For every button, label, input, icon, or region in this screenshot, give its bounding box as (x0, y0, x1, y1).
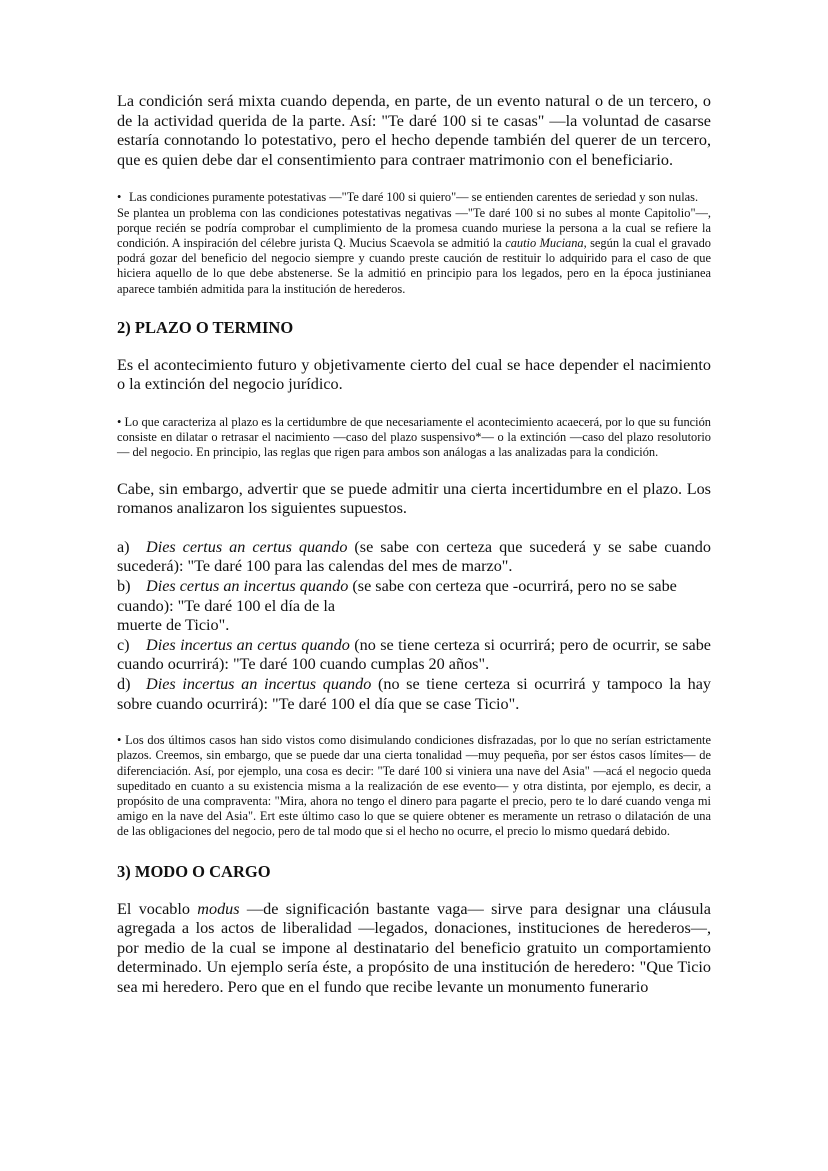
paragraph-condicion-mixta: La condición será mixta cuando dependa, en parte, de un evento natural o de un tercero, o de la actividad querida de la parte. Así: "Te daré 100 si te casas" —la voluntad de casarse estaría connotando lo potestativo, pero el hecho depende también del querer de un tercero, que es quien debe dar el consentimiento para contraer matrimonio con el beneficiario. (117, 92, 711, 169)
list-letter: a) (117, 537, 130, 556)
list-letter: d) (117, 674, 131, 693)
paragraph-text: El vocablo (117, 899, 198, 918)
heading-modo: 3) MODO O CARGO (117, 861, 271, 881)
document-page (117, 92, 711, 998)
note-paragraph (117, 206, 711, 297)
latin-term: Dies incertus an certus quando (146, 635, 350, 654)
list-item (117, 675, 711, 714)
list-text: (no se tiene certeza si ocurrirá y tampoco la hay sobre cuando ocurrirá): "Te daré 100 el día que se case Ticio". (117, 674, 711, 713)
note-text: Las condiciones puramente potestativas —"Te daré 100 si quiero"— se entienden carentes de seriedad y son nulas. (129, 190, 699, 205)
list-item (117, 538, 711, 577)
list-text: (se sabe con certeza que -ocurrirá, pero no se sabe cuando): "Te daré 100 el día de la (117, 576, 677, 615)
list-text: (se sabe con certeza que sucederá y se sabe cuando sucederá): "Te daré 100 para las calendas del mes de marzo". (117, 537, 711, 576)
note-emphasis: cautio Muciana, (505, 235, 587, 250)
list-text: (no se tiene certeza si ocurrirá; pero de ocurrir, se sabe cuando ocurrirá): "Te daré 100 cuando cumplas 20 años". (117, 635, 711, 674)
note-text: según la cual el gravado podrá gozar del beneficio del negocio siempre y cuando preste caución de restituir lo adquirido para el caso de que hiciera aquello de lo que debe abstenerse. Se la admitió en principio para los legados, pero en la época justinianea aparece también admitida para la institución de herederos. (117, 235, 712, 296)
note-casos-limites: • Los dos últimos casos han sido vistos como disimulando condiciones disfrazadas, por lo que no serían estrictamente plazos. Creemos, sin embargo, que se puede dar una cierta tonalidad —muy pequeña, por ser éstos casos límites— de diferenciación. Así, por ejemplo, una cosa es decir: "Te daré 100 si viniera una nave del Asia" —acá el negocio queda supeditado en cuanto a su existencia misma a la realización de ese evento— y otra distinta, por ejemplo, es decir, a propósito de una compraventa: "Mira, ahora no tengo el dinero para pagarte el precio, pero te lo daré cuando venga mi amigo en la nave del Asia". Ert este último caso lo que se quiere obtener es meramente un retraso o dilatación de una de las obligaciones del negocio, pero de tal modo que si el hecho no ocurre, el precio lo mismo quedará debido. (117, 733, 711, 839)
latin-term: Dies certus an incertus quando (146, 576, 349, 595)
paragraph-modo (117, 900, 711, 998)
note-plazo: • Lo que caracteriza al plazo es la certidumbre de que necesariamente el acontecimiento acaecerá, por lo que su función consiste en dilatar o retrasar el nacimiento —caso del plazo suspensivo*— o la extinción —caso del plazo resolutorio— del negocio. En principio, las reglas que rigen para ambos son análogas a las analizadas para la condición. (117, 414, 711, 460)
latin-term: modus (197, 899, 240, 918)
heading-plazo: 2) PLAZO O TERMINO (117, 317, 294, 337)
supuestos-list (117, 538, 711, 714)
paragraph-incertidumbre: Cabe, sin embargo, advertir que se puede admitir una cierta incertidumbre en el plazo. Los romanos analizaron los siguientes supuestos. (117, 479, 711, 518)
list-item (117, 577, 711, 616)
latin-term: Dies incertus an incertus quando (146, 674, 372, 693)
note-text: Se plantea un problema con las condiciones potestativas negativas —"Te daré 100 si no subes al monte Capitolio"—, porque recién se podría comprobar el cumplimiento de la promesa cuando muriese la persona a la cual se refiere la condición. A inspiración del célebre jurista Q. Mucius Scaevola se admitió la (117, 205, 711, 250)
paragraph-plazo-definicion: Es el acontecimiento futuro y objetivamente cierto del cual se hace depender el nacimiento o la extinción del negocio jurídico. (117, 355, 711, 394)
bullet: • (117, 190, 122, 205)
note-condiciones-potestativas (117, 190, 711, 296)
list-item-continuation: muerte de Ticio". (117, 616, 230, 635)
note-line (117, 190, 711, 205)
paragraph-text: —de significación bastante vaga— sirve para designar una cláusula agregada a los actos de liberalidad —legados, donaciones, instituciones de herederos—, por medio de la cual se impone al destinatario del beneficio gratuito un comportamiento determinado. Un ejemplo sería éste, a propósito de una institución de heredero: "Que Ticio sea mi heredero. Pero que en el fundo que recibe levante un monumento funerario (117, 899, 711, 996)
list-letter: c) (117, 635, 130, 654)
latin-term: Dies certus an certus quando (146, 537, 348, 556)
list-letter: b) (117, 576, 131, 595)
list-item (117, 636, 711, 675)
